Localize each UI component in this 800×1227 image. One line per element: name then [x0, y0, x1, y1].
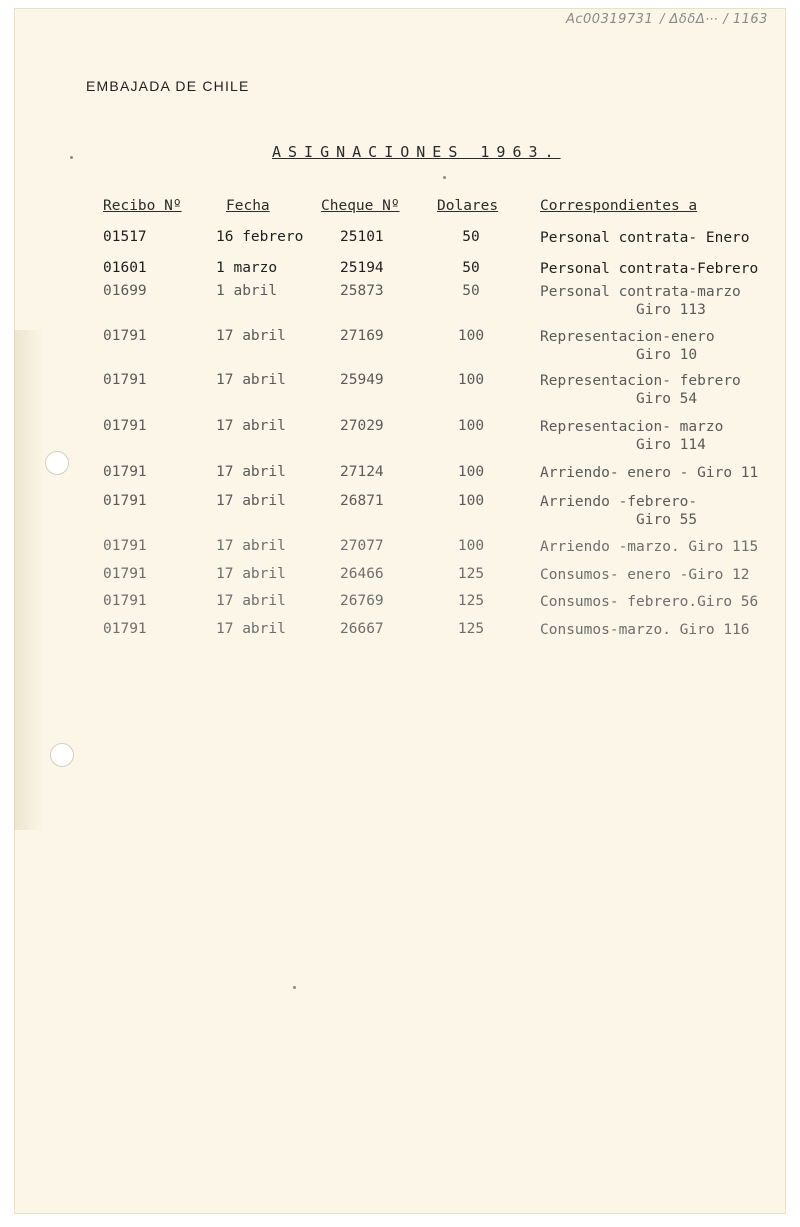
cell-recibo: 01791 [103, 372, 147, 388]
letterhead: EMBAJADA DE CHILE [86, 78, 250, 94]
description-line-1: Consumos- febrero.Giro 56 [540, 594, 759, 610]
column-header-dolares: Dolares [437, 198, 499, 214]
cell-cheque: 26769 [340, 593, 384, 609]
cell-dolares: 100 [457, 538, 485, 554]
cell-fecha: 16 febrero [216, 229, 304, 245]
cell-recibo: 01601 [103, 260, 147, 276]
cell-cheque: 26667 [340, 621, 384, 637]
description-line-2: Giro 114 [636, 437, 706, 453]
cell-recibo: 01791 [103, 566, 147, 582]
description-line-1: Arriendo -marzo. Giro 115 [540, 539, 759, 555]
cell-correspondientes [540, 593, 758, 611]
cell-correspondientes [540, 538, 758, 556]
description-line-1: Representacion- marzo [540, 419, 724, 435]
cell-dolares: 100 [457, 328, 485, 344]
cell-correspondientes [540, 566, 750, 584]
cell-correspondientes [540, 493, 697, 529]
description-line-1: Personal contrata-Febrero [540, 261, 759, 277]
cell-fecha: 17 abril [216, 493, 286, 509]
cell-cheque: 27029 [340, 418, 384, 434]
archive-stamp-folio: / ΔδδΔ⋯ / 1163 [660, 12, 768, 27]
cell-dolares: 100 [457, 372, 485, 388]
cell-dolares: 125 [457, 621, 485, 637]
description-line-1: Arriendo- enero - Giro 11 [540, 465, 759, 481]
cell-recibo: 01791 [103, 593, 147, 609]
table-row [0, 283, 800, 323]
cell-cheque: 25101 [340, 229, 384, 245]
cell-recibo: 01699 [103, 283, 147, 299]
paper-speck [70, 156, 73, 159]
cell-fecha: 17 abril [216, 621, 286, 637]
cell-dolares: 50 [462, 229, 480, 245]
cell-fecha: 17 abril [216, 593, 286, 609]
cell-correspondientes [540, 418, 723, 454]
table-row [0, 493, 800, 533]
cell-cheque: 27077 [340, 538, 384, 554]
table-row [0, 372, 800, 412]
cell-cheque: 25949 [340, 372, 384, 388]
cell-cheque: 25194 [340, 260, 384, 276]
cell-fecha: 17 abril [216, 328, 286, 344]
cell-cheque: 25873 [340, 283, 384, 299]
cell-recibo: 01791 [103, 418, 147, 434]
cell-correspondientes [540, 328, 715, 364]
table-row [0, 621, 800, 661]
description-line-1: Personal contrata- Enero [540, 230, 750, 246]
column-header-cheque: Cheque Nº [321, 198, 400, 214]
description-line-1: Consumos- enero -Giro 12 [540, 567, 750, 583]
cell-recibo: 01791 [103, 493, 147, 509]
archive-stamp-number: Ac00319731 [566, 12, 654, 27]
description-line-1: Consumos-marzo. Giro 116 [540, 622, 750, 638]
cell-correspondientes [540, 260, 758, 278]
description-line-1: Arriendo -febrero- [540, 494, 698, 510]
description-line-1: Personal contrata-marzo [540, 284, 741, 300]
cell-fecha: 17 abril [216, 538, 286, 554]
cell-cheque: 27169 [340, 328, 384, 344]
cell-correspondientes [540, 283, 741, 319]
cell-cheque: 26871 [340, 493, 384, 509]
cell-fecha: 17 abril [216, 464, 286, 480]
cell-correspondientes [540, 621, 750, 639]
description-line-2: Giro 54 [636, 391, 698, 407]
description-line-2: Giro 113 [636, 302, 706, 318]
column-header-recibo: Recibo Nº [103, 198, 182, 214]
cell-cheque: 26466 [340, 566, 384, 582]
cell-fecha: 1 abril [216, 283, 278, 299]
description-line-2: Giro 55 [636, 512, 698, 528]
table-row [0, 418, 800, 458]
description-line-1: Representacion- febrero [540, 373, 741, 389]
cell-dolares: 100 [457, 464, 485, 480]
cell-dolares: 125 [457, 566, 485, 582]
cell-recibo: 01517 [103, 229, 147, 245]
cell-dolares: 50 [462, 283, 480, 299]
cell-recibo: 01791 [103, 464, 147, 480]
cell-dolares: 100 [457, 418, 485, 434]
cell-fecha: 17 abril [216, 372, 286, 388]
cell-correspondientes [540, 372, 741, 408]
column-header-correspondientes: Correspondientes a [540, 198, 698, 214]
cell-dolares: 125 [457, 593, 485, 609]
cell-fecha: 17 abril [216, 566, 286, 582]
table-row [0, 328, 800, 368]
cell-recibo: 01791 [103, 538, 147, 554]
cell-dolares: 100 [457, 493, 485, 509]
cell-correspondientes [540, 464, 758, 482]
description-line-1: Representacion-enero [540, 329, 715, 345]
cell-fecha: 17 abril [216, 418, 286, 434]
cell-recibo: 01791 [103, 328, 147, 344]
column-header-fecha: Fecha [226, 198, 270, 214]
cell-cheque: 27124 [340, 464, 384, 480]
cell-fecha: 1 marzo [216, 260, 278, 276]
document-title: ASIGNACIONES 1963. [272, 143, 561, 161]
paper-speck [293, 986, 296, 989]
cell-correspondientes [540, 229, 750, 247]
cell-dolares: 50 [462, 260, 480, 276]
description-line-2: Giro 10 [636, 347, 698, 363]
punch-hole [50, 743, 74, 767]
paper-speck [443, 176, 446, 179]
cell-recibo: 01791 [103, 621, 147, 637]
